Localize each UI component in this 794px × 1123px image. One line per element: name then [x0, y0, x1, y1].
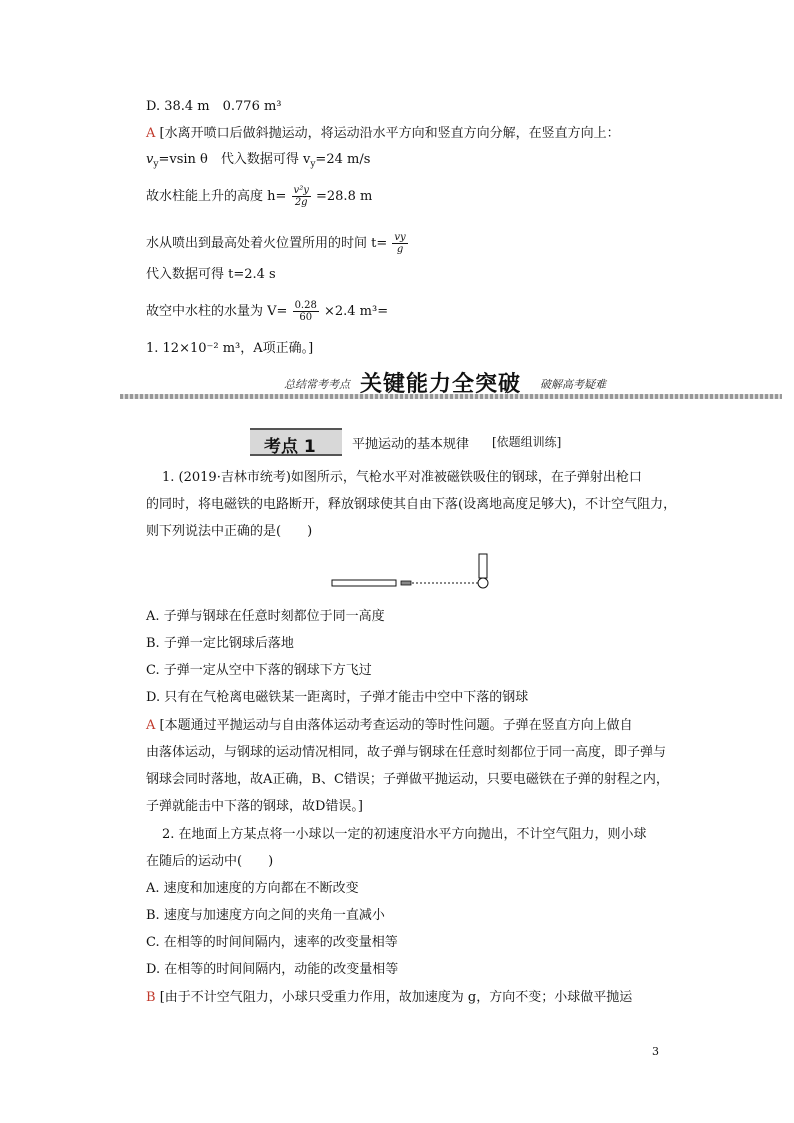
page-number: 3: [652, 1045, 659, 1058]
gun-magnet-diagram: [326, 548, 496, 594]
bullet: [401, 581, 411, 585]
q1-answer-line-2: 由落体运动，与钢球的运动情况相同，故子弹与钢球在任意时刻都位于同一高度，即子弹与: [146, 745, 667, 760]
gun-barrel: [332, 580, 396, 586]
q2-option-d: D. 在相等的时间间隔内，动能的改变量相等: [146, 962, 399, 977]
q2-answer-letter: B: [146, 990, 156, 1005]
q2-line-2: 在随后的运动中( ): [146, 854, 274, 869]
q1-answer-line-3: 钢球会同时落地，故A正确，B、C错误；子弹做平抛运动，只要电磁铁在子弹的射程之内，: [146, 772, 669, 787]
q2-option-a: A. 速度和加速度的方向都在不断改变: [146, 881, 359, 896]
answer-1-line-6: 故空中水柱的水量为 V= $\frac{0.28}{60}$ ×2.4 m³=: [146, 300, 389, 323]
q1-answer-line-4: 子弹就能击中下落的钢球，故D错误。]: [146, 799, 363, 814]
q1-answer-letter: A: [146, 718, 156, 733]
electromagnet: [479, 554, 487, 578]
option-d-line: D. 38.4 m 0.776 m³: [146, 99, 282, 114]
banner-right-text: 破解高考疑难: [540, 378, 606, 391]
q2-option-c: C. 在相等的时间间隔内，速率的改变量相等: [146, 935, 398, 950]
q1-option-a: A. 子弹与钢球在任意时刻都位于同一高度: [146, 609, 385, 624]
answer-1-line-1: A [水离开喷口后做斜抛运动，将运动沿水平方向和竖直方向分解，在竖直方向上：: [146, 126, 620, 141]
q1-option-c: C. 子弹一定从空中下落的钢球下方飞过: [146, 663, 372, 678]
banner-title: 关键能力全突破: [360, 372, 522, 397]
q2-answer-line-1: B [由于不计空气阻力，小球只受重力作用，故加速度为 g，方向不变；小球做平抛运: [146, 990, 633, 1005]
q2-line-1: 2. 在地面上方某点将一小球以一定的初速度沿水平方向抛出，不计空气阻力，则小球: [162, 827, 647, 842]
answer-1-line-2: $v_y=vsin$ θ 代入数据可得 $v_y=24$ m/s: [146, 152, 371, 170]
q1-answer-line-1: A [本题通过平抛运动与自由落体运动考查运动的等时性问题。子弹在竖直方向上做自: [146, 718, 633, 733]
answer-1-line-7: 1. 12×10⁻² m³，A项正确。]: [146, 341, 314, 356]
q2-option-b: B. 速度与加速度方向之间的夹角一直减小: [146, 908, 385, 923]
q1-option-d: D. 只有在气枪离电磁铁某一距离时，子弹才能击中空中下落的钢球: [146, 690, 529, 705]
q1-line-1: 1. (2019·吉林市统考)如图所示，气枪水平对准被磁铁吸住的钢球，在子弹射出枪口: [162, 470, 642, 485]
topic-title: 平抛运动的基本规律: [352, 437, 470, 452]
q1-line-2: 的同时，将电磁铁的电路断开，释放钢球使其自由下落(设离地高度足够大)，不计空气阻力，: [146, 497, 677, 512]
fraction-volume: $\frac{0.28}{60}$: [294, 300, 317, 323]
answer-1-line-5: 代入数据可得 t=2.4 s: [146, 267, 276, 282]
fraction-height: $\frac{\text{v²y}}{2g}$: [293, 185, 309, 208]
fraction-time: $\frac{vy}{g}$: [394, 232, 406, 255]
q1-line-3: 则下列说法中正确的是( ): [146, 524, 313, 539]
topic-tag: [依题组训练]: [492, 435, 562, 449]
answer-1-line-4: 水从喷出到最高处着火位置所用的时间 t= $\frac{vy}{g}$: [146, 232, 406, 255]
q1-option-b: B. 子弹一定比钢球后落地: [146, 636, 294, 651]
section-banner: [120, 366, 782, 400]
answer-1-line-3: 故水柱能上升的高度 h= $\frac{\text{v²y}}{2g}$ =28.8 m: [146, 185, 373, 208]
answer-letter: A: [146, 126, 156, 141]
banner-left-text: 总结常考考点: [284, 378, 350, 391]
topic-label-box: 考点 1: [250, 428, 342, 456]
steel-ball: [478, 578, 488, 588]
